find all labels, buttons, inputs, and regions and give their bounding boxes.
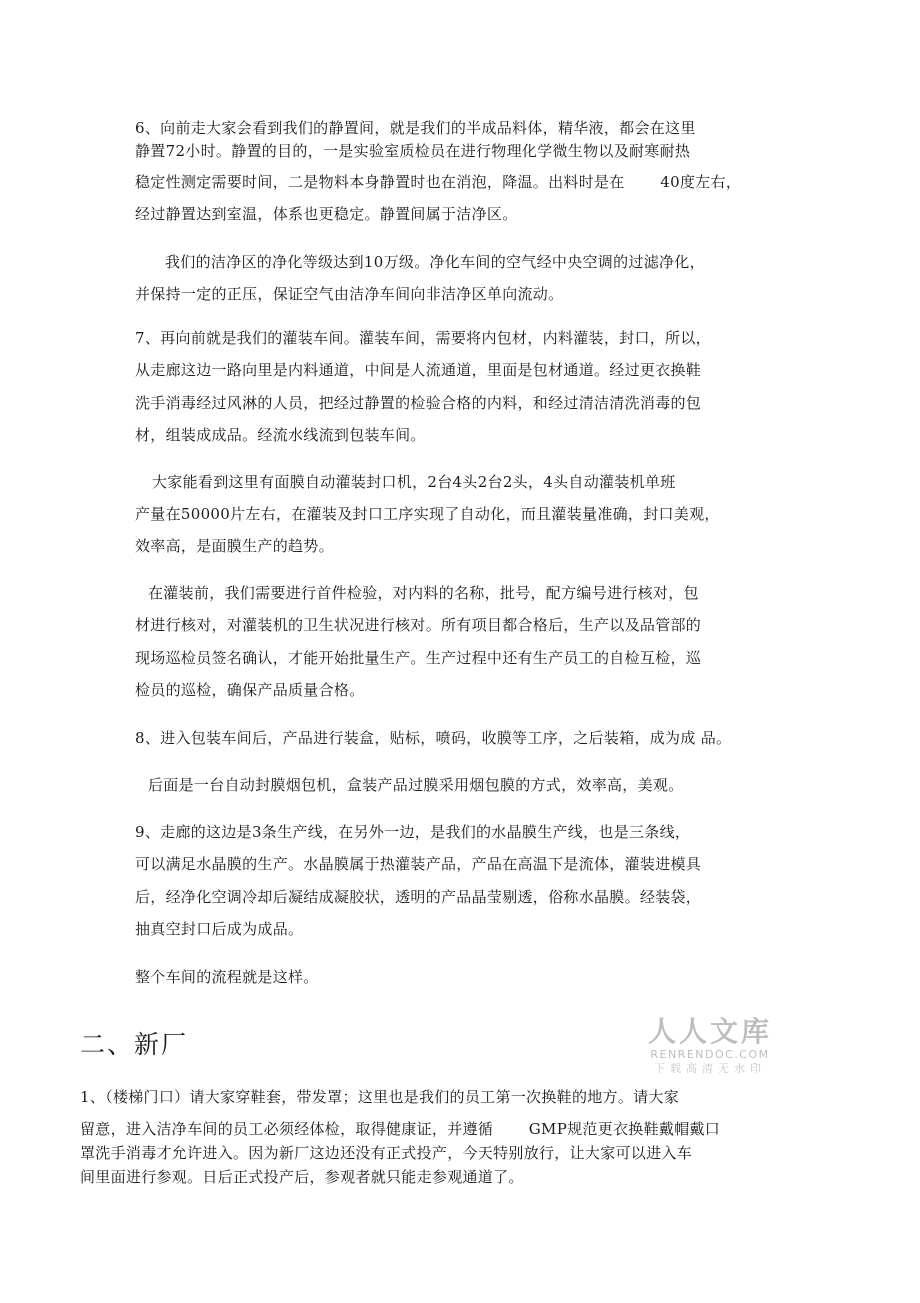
workshop-summary-line: 整个车间的流程就是这样。 xyxy=(135,968,319,986)
paragraph-7-line: 从走廊这边一路向里是内料通道，中间是人流通道，里面是包材通道。经过更衣换鞋 xyxy=(135,361,702,379)
watermark-subtitle: 下载高清无水印 xyxy=(654,1062,766,1075)
inspection-paragraph-line: 现场巡检员签名确认，才能开始批量生产。生产过程中还有生产员工的自检互检，巡 xyxy=(135,649,702,667)
filling-machine-paragraph-line: 产量在50000片左右，在灌装及封口工序实现了自动化，而且灌装量准确，封口美观， xyxy=(135,505,720,523)
watermark-logo xyxy=(640,1016,780,1076)
paragraph-6-line: 稳定性测定需要时间，二是物料本身静置时也在消泡，降温。出料时是在 40度左右， xyxy=(135,173,742,191)
paragraph-6-line: 经过静置达到室温，体系也更稳定。静置间属于洁净区。 xyxy=(135,205,518,223)
inspection-paragraph-line: 检员的巡检，确保产品质量合格。 xyxy=(135,681,365,699)
new-factory-paragraph-line: 罩洗手消毒才允许进入。因为新厂这边还没有正式投产，今天特别放行，让大家可以进入车 xyxy=(80,1144,693,1162)
filling-machine-paragraph-line: 效率高，是面膜生产的趋势。 xyxy=(135,537,334,555)
watermark-site: RENRENDOC.COM xyxy=(650,1048,770,1061)
paragraph-9-line: 后，经净化空调冷却后凝结成凝胶状，透明的产品晶莹剔透，俗称水晶膜。经装袋， xyxy=(135,888,702,906)
paragraph-9-line: 可以满足水晶膜的生产。水晶膜属于热灌装产品，产品在高温下是流体，灌装进模具 xyxy=(135,855,702,873)
paragraph-6-line: 静置72小时。静置的目的，一是实验室质检员在进行物理化学微生物以及耐寒耐热 xyxy=(135,142,691,160)
new-factory-paragraph-line: 1、（楼梯门口）请大家穿鞋套，带发罩；这里也是我们的员工第一次换鞋的地方。请大家 xyxy=(80,1088,680,1106)
inspection-paragraph-line: 在灌装前，我们需要进行首件检验，对内料的名称，批号，配方编号进行核对，包 xyxy=(148,584,699,602)
paragraph-6-line: 6、向前走大家会看到我们的静置间，就是我们的半成品料体，精华液，都会在这里 xyxy=(135,119,696,137)
paragraph-7-line: 洗手消毒经过风淋的人员，把经过静置的检验合格的内料，和经过清洁清洗消毒的包 xyxy=(135,394,702,412)
section-heading: 二、新厂 xyxy=(80,1030,189,1059)
cleanroom-paragraph-line: 并保持一定的正压，保证空气由洁净车间向非洁净区单向流动。 xyxy=(135,285,564,303)
packaging-machine-paragraph-line: 后面是一台自动封膜烟包机，盒装产品过膜采用烟包膜的方式，效率高，美观。 xyxy=(148,776,684,794)
cleanroom-paragraph-line: 我们的洁净区的净化等级达到10万级。净化车间的空气经中央空调的过滤净化， xyxy=(165,253,705,271)
paragraph-9-line: 9、走廊的这边是3条生产线，在另外一边，是我们的水晶膜生产线，也是三条线， xyxy=(135,823,691,841)
paragraph-8-line: 8、进入包装车间后，产品进行装盒，贴标，喷码，收膜等工序，之后装箱，成为成 品。 xyxy=(135,729,732,747)
filling-machine-paragraph-line: 大家能看到这里有面膜自动灌装封口机，2台4头2台2头，4头自动灌装机单班 xyxy=(152,473,676,491)
inspection-paragraph-line: 材进行核对，对灌装机的卫生状况进行核对。所有项目都合格后，生产以及品管部的 xyxy=(135,616,702,634)
paragraph-7-line: 7、再向前就是我们的灌装车间。灌装车间，需要将内包材，内料灌装，封口，所以， xyxy=(135,329,711,347)
new-factory-paragraph-line: 留意，进入洁净车间的员工必须经体检，取得健康证，并遵循 GMP规范更衣换鞋戴帽戴口 xyxy=(80,1120,721,1138)
watermark-title: 人人文库 xyxy=(647,1015,772,1048)
paragraph-9-line: 抽真空封口后成为成品。 xyxy=(135,920,304,938)
paragraph-7-line: 材，组装成成品。经流水线流到包装车间。 xyxy=(135,426,426,444)
new-factory-paragraph-line: 间里面进行参观。日后正式投产后，参观者就只能走参观通道了。 xyxy=(80,1168,524,1186)
